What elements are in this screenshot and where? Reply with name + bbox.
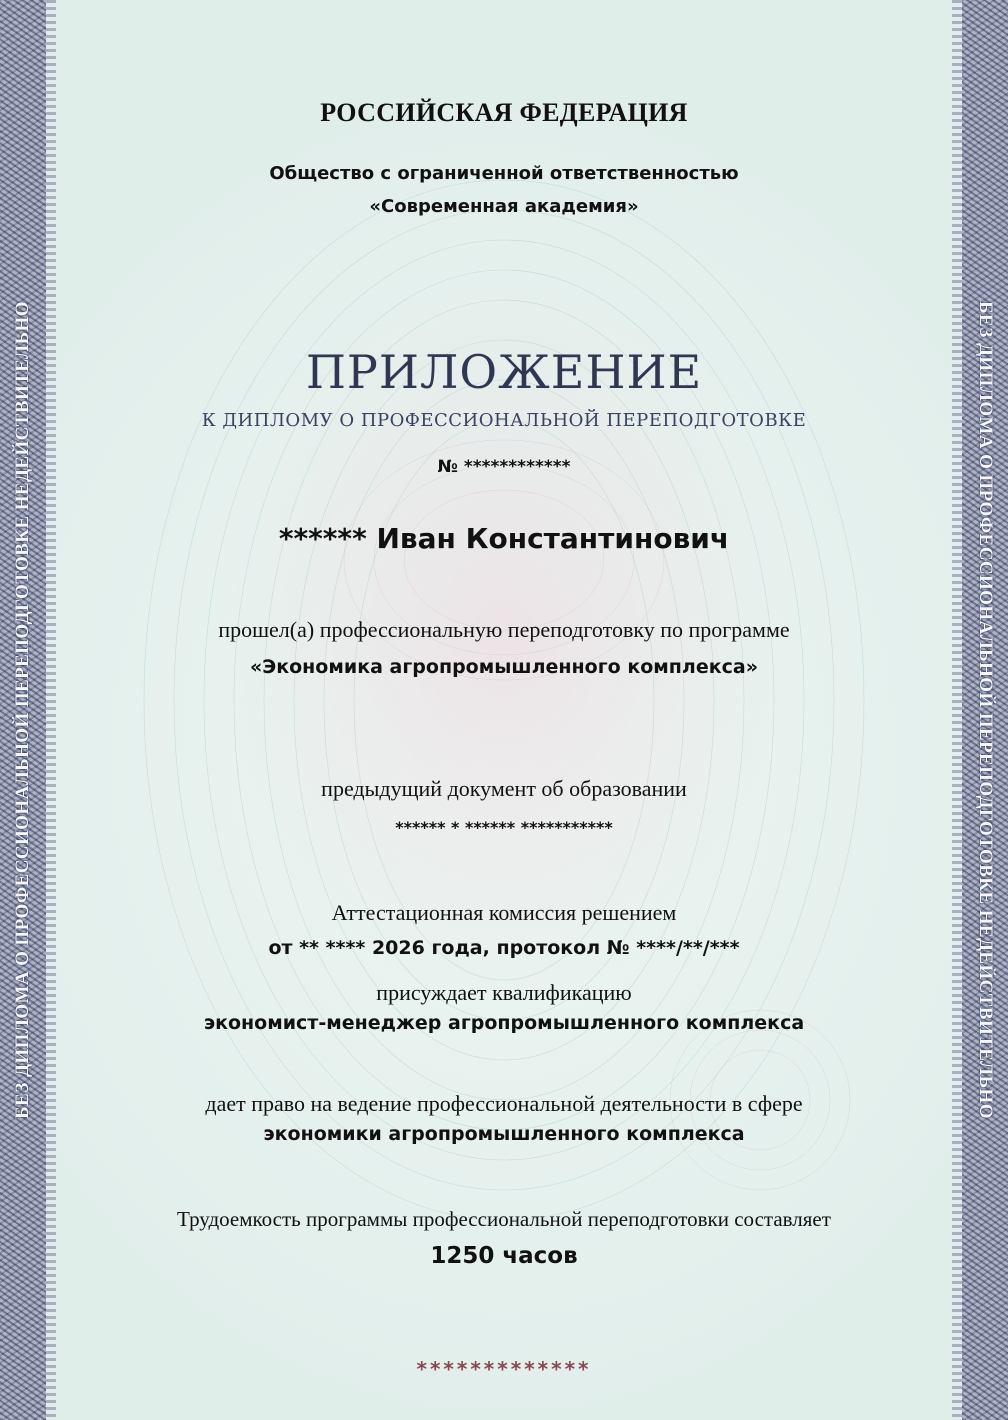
document-number: № ************	[437, 457, 571, 477]
holder-full-name: ****** Иван Константинович	[278, 522, 730, 555]
left-border-caption	[0, 0, 46, 1420]
organization-name: «Современная академия»	[369, 196, 639, 217]
qualification-value: экономист-менеджер агропромышленного комплекса	[203, 1012, 805, 1034]
right-border-caption	[962, 0, 1008, 1420]
right-border-caption-text: БЕЗ ДИПЛОМА О ПРОФЕССИОНАЛЬНОЙ ПЕРЕПОДГОТОВКЕ НЕДЕЙСТВИТЕЛЬНО	[975, 301, 996, 1119]
left-border-caption-text: БЕЗ ДИПЛОМА О ПРОФЕССИОНАЛЬНОЙ ПЕРЕПОДГОТОВКЕ НЕДЕЙСТВИТЕЛЬНО	[12, 301, 33, 1119]
document-subtitle: К ДИПЛОМУ О ПРОФЕССИОНАЛЬНОЙ ПЕРЕПОДГОТОВКЕ	[201, 410, 807, 431]
rights-label: дает право на ведение профессиональной деятельности в сфере	[205, 1091, 803, 1116]
qualification-label: присуждает квалификацию	[376, 980, 632, 1005]
hours-label: Трудоемкость программы профессиональной переподготовки составляет	[177, 1207, 831, 1231]
previous-document-value: ****** * ****** ***********	[395, 818, 613, 837]
program-name: «Экономика агропромышленного комплекса»	[250, 656, 758, 678]
country-heading: РОССИЙСКАЯ ФЕДЕРАЦИЯ	[320, 98, 688, 127]
document-title: ПРИЛОЖЕНИЕ	[305, 345, 703, 399]
serial-number: *************	[416, 1357, 592, 1381]
rights-value: экономики агропромышленного комплекса	[263, 1123, 745, 1145]
previous-document-label: предыдущий документ об образовании	[321, 776, 687, 801]
program-intro-text: прошел(а) профессиональную переподготовку по программе	[218, 617, 790, 642]
left-inner-border-strip	[46, 0, 56, 1420]
hours-value: 1250 часов	[430, 1243, 578, 1269]
commission-label: Аттестационная комиссия решением	[331, 900, 677, 925]
right-inner-border-strip	[952, 0, 962, 1420]
organization-type: Общество с ограниченной ответственностью	[269, 163, 739, 184]
commission-decision: от ** **** 2026 года, протокол № ****/**/***	[268, 937, 740, 959]
